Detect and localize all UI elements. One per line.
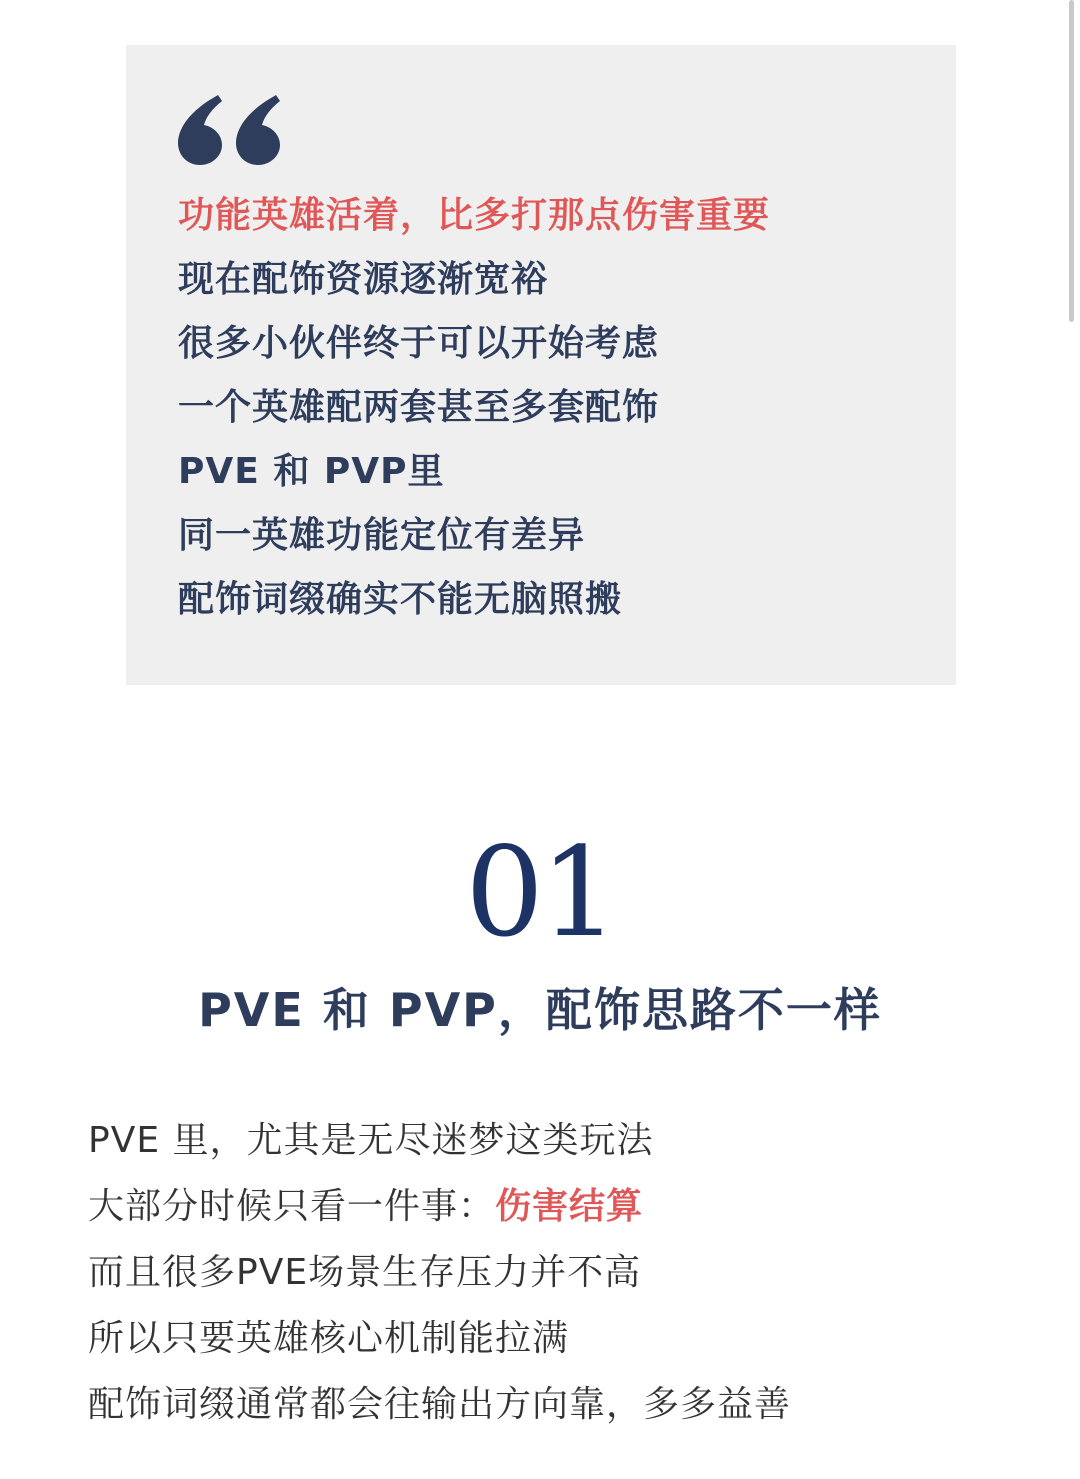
body-line-emphasis: 伤害结算 (495, 1186, 644, 1227)
quote-lines (178, 193, 770, 641)
quote-line: 配饰词缀确实不能无脑照搬 (178, 579, 623, 620)
quote-card (126, 45, 956, 685)
quote-line: PVE 和 PVP里 (178, 451, 445, 492)
quote-line: 同一英雄功能定位有差异 (178, 515, 586, 556)
body-line: 配饰词缀通常都会往输出方向靠，多多益善 (88, 1384, 792, 1425)
quote-mark-icon (178, 95, 282, 165)
quote-line: 现在配饰资源逐渐宽裕 (178, 259, 549, 300)
body-text (88, 1115, 791, 1445)
quote-line: 很多小伙伴终于可以开始考虑 (178, 323, 660, 364)
quote-line-highlight: 功能英雄活着，比多打那点伤害重要 (178, 195, 771, 236)
body-line: PVE 里，尤其是无尽迷梦这类玩法 (88, 1120, 654, 1161)
scrollbar[interactable] (1069, 0, 1074, 322)
body-line-prefix: 大部分时候只看一件事： (88, 1186, 496, 1227)
section-title: PVE 和 PVP，配饰思路不一样 (198, 983, 882, 1037)
body-line: 所以只要英雄核心机制能拉满 (88, 1318, 570, 1359)
body-line (88, 1181, 791, 1247)
quote-line: 一个英雄配两套甚至多套配饰 (178, 387, 660, 428)
section-number: 01 (465, 821, 615, 965)
body-line: 而且很多PVE场景生存压力并不高 (88, 1252, 642, 1293)
